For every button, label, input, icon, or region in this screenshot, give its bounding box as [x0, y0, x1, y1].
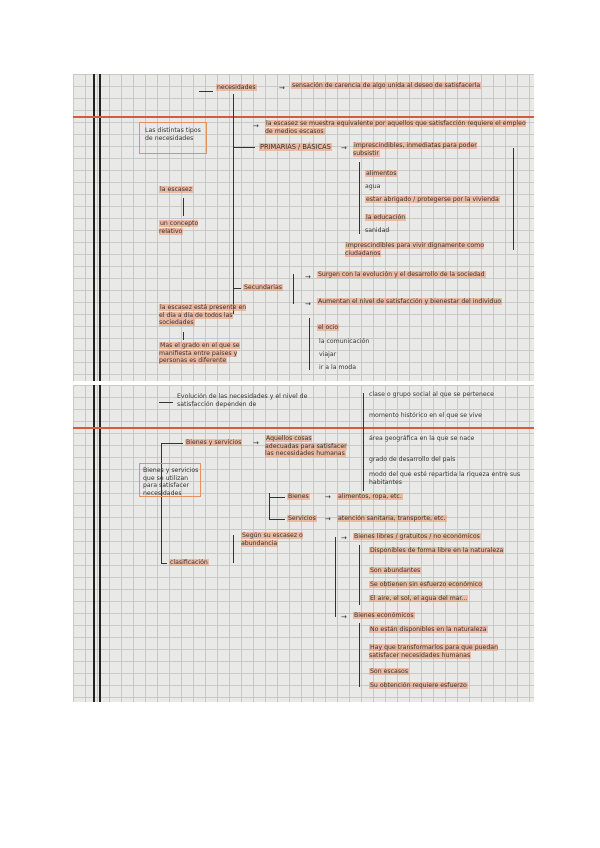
economicos-item: Su obtención requiere esfuerzo	[370, 682, 467, 689]
economicos-item: No están disponibles en la naturaleza	[370, 626, 487, 633]
bracket-line	[309, 318, 310, 370]
connector-line	[233, 535, 234, 563]
bracket-line	[359, 162, 360, 234]
arrow-icon: →	[341, 534, 347, 542]
libres-item: Se obtienen sin esfuerzo económico	[370, 581, 482, 588]
topic-box-text: Bienes y servicios que se utilizan para satisfacer necesidades	[143, 467, 199, 497]
arrow-icon: →	[279, 84, 285, 92]
connector-line	[199, 91, 213, 92]
economicos-label: Bienes económicos	[354, 612, 414, 619]
arrow-icon: →	[325, 515, 331, 523]
necesidades-definition: sensación de carencia de algo unida al deseo de satisfacerla	[292, 82, 481, 89]
secundarias-item: ir a la moda	[319, 364, 356, 371]
red-divider-line	[73, 427, 534, 429]
grado-note: Mas el grado en el que se manifiesta entre países y personas es diferente	[159, 342, 240, 365]
bienes-definition: Aquellos cosas adecuadas para satisfacer las necesidades humanas	[265, 435, 347, 458]
red-divider-line	[73, 116, 534, 118]
depends-item: grado de desarrollo del país	[369, 456, 456, 463]
secundarias-item: viajar	[319, 351, 337, 358]
secundarias-definition: Surgen con la evolución y el desarrollo de la sociedad	[318, 271, 485, 278]
notes-photo-top	[73, 74, 534, 381]
secundarias-item: la comunicación	[319, 338, 370, 345]
concepto-label: un concepto relativo	[159, 220, 199, 235]
primarias-summary: imprescindibles para vivir dignamente como ciudadanos	[345, 242, 484, 257]
depends-item: clase o grupo social al que se pertenece	[369, 391, 494, 398]
necesidades-label: necesidades	[217, 84, 256, 91]
margin-line	[93, 385, 95, 702]
bracket-line	[363, 393, 364, 491]
arrow-icon: →	[305, 273, 311, 281]
secundarias-label: Secundarias	[244, 284, 282, 291]
bracket-line	[335, 537, 336, 617]
libres-item: El aire, el sol, el agua del mar...	[370, 595, 468, 602]
primarias-item: estar abrigado / protegerse por la vivienda	[366, 196, 499, 203]
primarias-label: PRIMARIAS / BÁSICAS	[260, 143, 331, 151]
depends-item: modo del que esté repartida la riqueza entre sus habitantes	[369, 471, 521, 486]
libres-label: Bienes libres / gratuitos / no económicos	[354, 533, 480, 540]
escasez-note: la escasez está presente en el día a día de todos las sociedades	[159, 304, 247, 327]
secundarias-definition: Aumentan el nivel de satisfacción y bienestar del individuo	[318, 298, 502, 305]
bienes-sub-label: Bienes	[288, 493, 309, 500]
servicios-sub-label: Servicios	[288, 515, 316, 522]
bracket-line	[359, 623, 360, 687]
libres-item: Son abundantes	[370, 567, 421, 574]
arrow-icon: →	[341, 144, 347, 152]
connector-line	[159, 402, 173, 403]
connector-line	[233, 288, 241, 289]
depends-item: momento histórico en el que se vive	[369, 412, 482, 419]
connector-line	[233, 147, 255, 148]
margin-line	[99, 385, 101, 702]
segun-label: Según su escasez o abundancia	[241, 532, 303, 547]
primarias-item: sanidad	[365, 227, 390, 234]
connector-line	[161, 443, 183, 444]
economicos-item: Son escasos	[370, 668, 409, 675]
arrow-icon: →	[341, 613, 347, 621]
arrow-icon: →	[253, 122, 259, 130]
margin-line	[99, 74, 101, 381]
clasificacion-label: clasificación	[170, 559, 208, 566]
bienes-label: Bienes y servicios	[186, 439, 242, 446]
connector-line	[269, 497, 285, 498]
bienes-sub-definition: alimentos, ropa, etc.	[338, 493, 402, 500]
connector-line	[269, 519, 285, 520]
bracket-line	[513, 148, 514, 250]
evolucion-text: Evolución de las necesidades y el nivel de satisfacción dependen de	[177, 393, 308, 408]
tree-trunk-line	[161, 443, 162, 563]
tree-trunk-line	[233, 94, 234, 314]
secundarias-item: el ocio	[318, 324, 339, 331]
bracket-line	[293, 274, 294, 304]
depends-item: área geográfica en la que se nace	[369, 435, 475, 442]
servicios-sub-definition: atención sanitaria, transporte, etc.	[338, 515, 446, 522]
connector-line	[183, 198, 184, 216]
arrow-icon: →	[305, 300, 311, 308]
connector-line	[183, 332, 184, 340]
connector-line	[161, 563, 167, 564]
primarias-item: agua	[365, 183, 381, 190]
libres-item: Disponibles de forma libre en la naturaleza	[370, 547, 504, 554]
notes-photo-bottom	[73, 385, 534, 702]
primarias-item: la educación	[366, 214, 406, 221]
topic-box-text: Las distintas tipos de necesidades	[145, 127, 201, 142]
scarcity-definition: la escasez se muestra equivalente por aquellos que satisfacción requiere el empleo de medios escasos	[265, 120, 526, 135]
margin-line	[93, 74, 95, 381]
primarias-item: alimentos	[366, 170, 397, 177]
arrow-icon: →	[325, 493, 331, 501]
escasez-label: la escasez	[160, 186, 192, 193]
primarias-definition: imprescindibles, inmediatas para poder subsistir	[353, 142, 477, 157]
arrow-icon: →	[253, 439, 259, 447]
economicos-item: Hay que transformarlos para que puedan satisfacer necesidades humanas	[369, 644, 499, 659]
bracket-line	[359, 545, 360, 605]
